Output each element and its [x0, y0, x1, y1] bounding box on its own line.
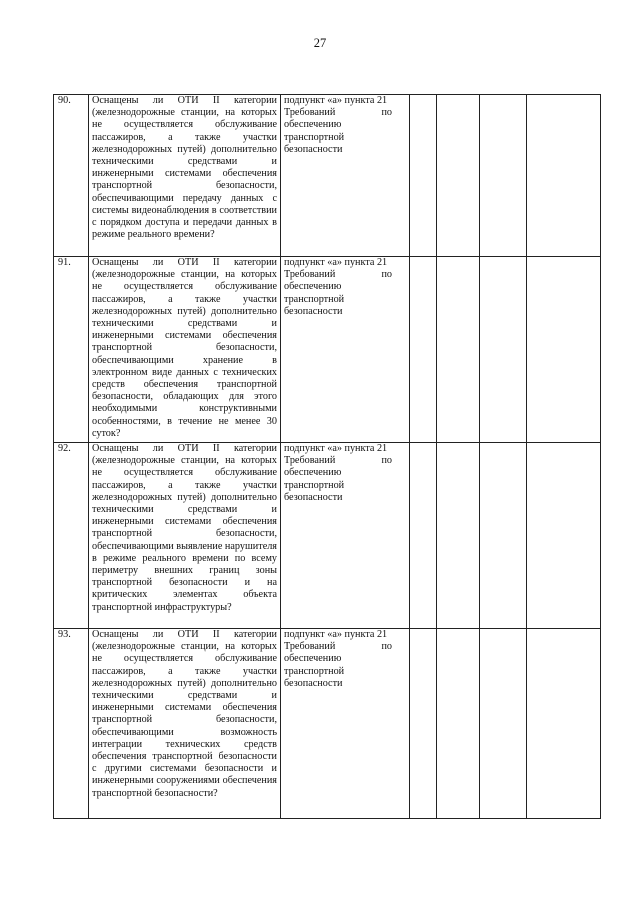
- table-row: [54, 629, 601, 819]
- reference-line: транспортной: [284, 665, 345, 677]
- reference-line: транспортной: [284, 479, 345, 491]
- notes-cell[interactable]: [527, 95, 601, 257]
- row-number: 91.: [54, 257, 89, 443]
- reference-line: подпункт «а» пункта 21: [284, 95, 388, 106]
- answer-cell-no[interactable]: [437, 629, 480, 819]
- answer-cell-na[interactable]: [480, 257, 527, 443]
- reference-line: транспортной: [284, 293, 345, 305]
- answer-cell-na[interactable]: [480, 443, 527, 629]
- reference-line: обеспечению: [284, 467, 342, 479]
- reference-word: Требований: [284, 107, 336, 119]
- answer-cell-yes[interactable]: [410, 443, 437, 629]
- reference-line: безопасности: [284, 305, 343, 317]
- reference-word: Требований: [284, 269, 336, 281]
- checklist-table: [53, 94, 601, 819]
- reference-word: по: [381, 455, 392, 467]
- question-text: Оснащены ли ОТИ II категории (железнодорожные станции, на которых не осуществляется обслуживание пассажиров, а также участки железнодорожных путей) дополнительно техническими средствами и инженерными системами обеспечения транспортной безопасности, обеспечивающими возможность интеграции технических средств обеспечения транспортной безопасности с другими системами безопасности и инженерными сооружениями обеспечения транспортной безопасности?: [89, 629, 281, 819]
- answer-cell-yes[interactable]: [410, 629, 437, 819]
- table-row: [54, 95, 601, 257]
- reference-line: обеспечению: [284, 653, 342, 665]
- reference-word: по: [381, 269, 392, 281]
- answer-cell-yes[interactable]: [410, 95, 437, 257]
- question-text: Оснащены ли ОТИ II категории (железнодорожные станции, на которых не осуществляется обслуживание пассажиров, а также участки железнодорожных путей) дополнительно техническими средствами и инженерными системами обеспечения транспортной безопасности, обеспечивающими передачу данных с системы видеонаблюдения в соответствии с порядком доступа и передачи данных в режиме реального времени?: [89, 95, 281, 257]
- reference-word: Требований: [284, 641, 336, 653]
- reference-line: безопасности: [284, 491, 343, 503]
- table-row: [54, 257, 601, 443]
- reference-line: обеспечению: [284, 119, 342, 131]
- reference-line: безопасности: [284, 143, 343, 155]
- reference-word: по: [381, 107, 392, 119]
- reference-line: [284, 269, 392, 281]
- legal-reference: [281, 629, 410, 819]
- reference-line: [284, 641, 392, 653]
- legal-reference: [281, 257, 410, 443]
- notes-cell[interactable]: [527, 629, 601, 819]
- answer-cell-no[interactable]: [437, 443, 480, 629]
- answer-cell-na[interactable]: [480, 95, 527, 257]
- table-row: [54, 443, 601, 629]
- answer-cell-yes[interactable]: [410, 257, 437, 443]
- question-text: Оснащены ли ОТИ II категории (железнодорожные станции, на которых не осуществляется обслуживание пассажиров, а также участки железнодорожных путей) дополнительно техническими средствами и инженерными системами обеспечения транспортной безопасности, обеспечивающими выявление нарушителя в режиме реального времени по всему периметру внешних границ зоны транспортной безопасности и на критических элементах объекта транспортной инфраструктуры?: [89, 443, 281, 629]
- legal-reference: [281, 443, 410, 629]
- row-number: 92.: [54, 443, 89, 629]
- answer-cell-no[interactable]: [437, 257, 480, 443]
- legal-reference: [281, 95, 410, 257]
- reference-line: [284, 455, 392, 467]
- row-number: 93.: [54, 629, 89, 819]
- notes-cell[interactable]: [527, 257, 601, 443]
- reference-line: подпункт «а» пункта 21: [284, 629, 388, 640]
- reference-word: Требований: [284, 455, 336, 467]
- page-number: 27: [313, 36, 327, 50]
- reference-line: [284, 107, 392, 119]
- reference-word: по: [381, 641, 392, 653]
- reference-line: транспортной: [284, 131, 345, 143]
- row-number: 90.: [54, 95, 89, 257]
- answer-cell-no[interactable]: [437, 95, 480, 257]
- question-text: Оснащены ли ОТИ II категории (железнодорожные станции, на которых не осуществляется обслуживание пассажиров, а также участки железнодорожных путей) дополнительно техническими средствами и инженерными системами обеспечения транспортной безопасности, обеспечивающими хранение в электронном виде данных с технических средств обеспечения транспортной безопасности, обладающих для этого необходимыми конструктивными особенностями, в течение не менее 30 суток?: [89, 257, 281, 443]
- reference-line: подпункт «а» пункта 21: [284, 257, 388, 268]
- notes-cell[interactable]: [527, 443, 601, 629]
- answer-cell-na[interactable]: [480, 629, 527, 819]
- reference-line: подпункт «а» пункта 21: [284, 443, 388, 454]
- reference-line: обеспечению: [284, 281, 342, 293]
- reference-line: безопасности: [284, 677, 343, 689]
